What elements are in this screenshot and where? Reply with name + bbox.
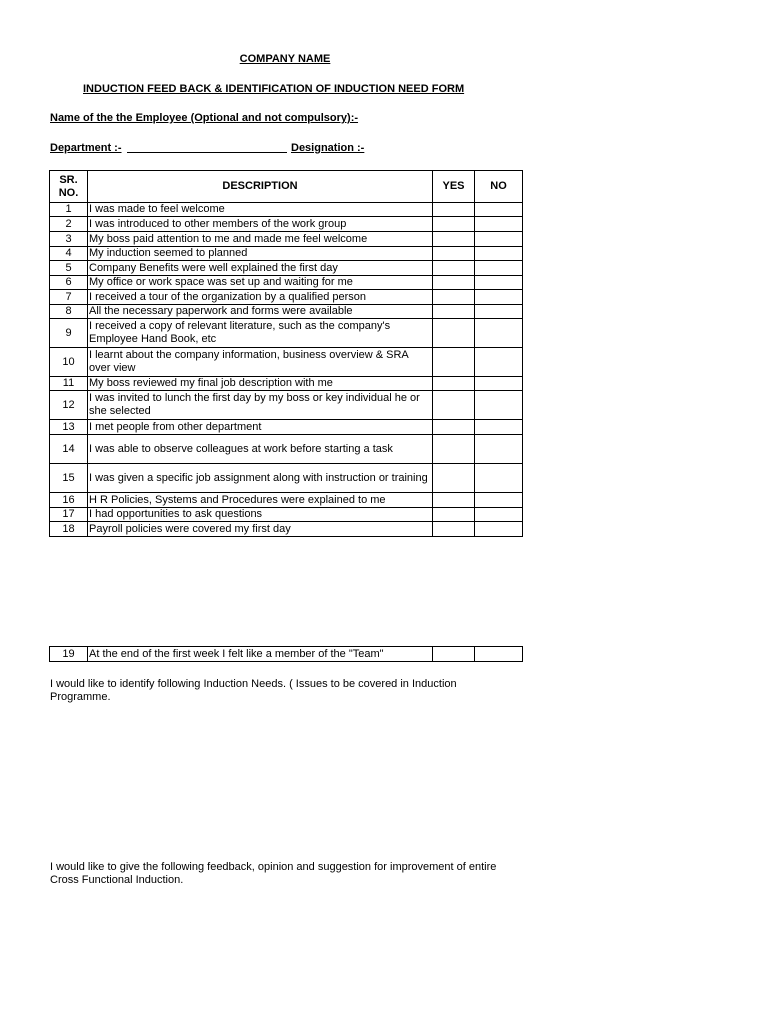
no-cell[interactable] <box>475 276 523 290</box>
row-description: I was given a specific job assignment along with instruction or training <box>88 464 433 493</box>
row-number: 4 <box>50 247 88 261</box>
row-description: At the end of the first week I felt like a member of the "Team" <box>88 647 433 662</box>
row-number: 2 <box>50 217 88 232</box>
yes-cell[interactable] <box>433 276 475 290</box>
yes-cell[interactable] <box>433 290 475 305</box>
table-row <box>50 348 523 377</box>
table-row <box>50 508 523 522</box>
col-header-sr-no: SR. NO. <box>50 171 88 203</box>
feedback-text: I would like to give the following feedback, opinion and suggestion for improvement of entire Cross Functional Induction. <box>50 861 497 886</box>
yes-cell[interactable] <box>433 647 475 662</box>
feedback-table <box>49 170 523 537</box>
yes-cell[interactable] <box>433 391 475 420</box>
no-cell[interactable] <box>475 319 523 348</box>
yes-cell[interactable] <box>433 247 475 261</box>
col-header-description: DESCRIPTION <box>88 171 433 203</box>
table-row <box>50 217 523 232</box>
no-cell[interactable] <box>475 493 523 508</box>
row-description: I was introduced to other members of the work group <box>88 217 433 232</box>
induction-needs-text: I would like to identify following Induction Needs. ( Issues to be covered in Induction Programme. <box>50 678 457 703</box>
no-cell[interactable] <box>475 290 523 305</box>
no-cell[interactable] <box>475 464 523 493</box>
no-cell[interactable] <box>475 420 523 435</box>
no-cell[interactable] <box>475 217 523 232</box>
department-label: Department :- <box>50 142 122 154</box>
row-number: 11 <box>50 377 88 391</box>
yes-cell[interactable] <box>433 435 475 464</box>
yes-cell[interactable] <box>433 261 475 276</box>
yes-cell[interactable] <box>433 348 475 377</box>
yes-cell[interactable] <box>433 522 475 537</box>
table-header-row <box>50 171 523 203</box>
table-row <box>50 276 523 290</box>
no-cell[interactable] <box>475 348 523 377</box>
row-number: 15 <box>50 464 88 493</box>
col-header-no: NO <box>475 171 523 203</box>
no-cell[interactable] <box>475 261 523 276</box>
yes-cell[interactable] <box>433 464 475 493</box>
row-description: My office or work space was set up and waiting for me <box>88 276 433 290</box>
table-row <box>50 391 523 420</box>
col-header-yes: YES <box>433 171 475 203</box>
table-row <box>50 377 523 391</box>
row-number: 18 <box>50 522 88 537</box>
row-number: 1 <box>50 203 88 217</box>
yes-cell[interactable] <box>433 377 475 391</box>
no-cell[interactable] <box>475 391 523 420</box>
team-feeling-table <box>49 646 523 662</box>
table-row <box>50 290 523 305</box>
no-cell[interactable] <box>475 435 523 464</box>
row-number: 14 <box>50 435 88 464</box>
no-cell[interactable] <box>475 203 523 217</box>
table-row <box>50 420 523 435</box>
no-cell[interactable] <box>475 377 523 391</box>
row-number: 17 <box>50 508 88 522</box>
row-description: Company Benefits were well explained the first day <box>88 261 433 276</box>
row-description: I had opportunities to ask questions <box>88 508 433 522</box>
form-title: INDUCTION FEED BACK & IDENTIFICATION OF INDUCTION NEED FORM <box>83 83 465 95</box>
no-cell[interactable] <box>475 508 523 522</box>
table-row <box>50 493 523 508</box>
company-name: COMPANY NAME <box>239 53 331 65</box>
row-description: My boss paid attention to me and made me feel welcome <box>88 232 433 247</box>
no-cell[interactable] <box>475 232 523 247</box>
row-number: 6 <box>50 276 88 290</box>
row-number: 12 <box>50 391 88 420</box>
row-number: 19 <box>50 647 88 662</box>
department-underline <box>127 152 287 153</box>
yes-cell[interactable] <box>433 493 475 508</box>
row-description: My boss reviewed my final job description with me <box>88 377 433 391</box>
yes-cell[interactable] <box>433 319 475 348</box>
row-description: I was able to observe colleagues at work before starting a task <box>88 435 433 464</box>
row-description: All the necessary paperwork and forms were available <box>88 305 433 319</box>
yes-cell[interactable] <box>433 217 475 232</box>
no-cell[interactable] <box>475 647 523 662</box>
yes-cell[interactable] <box>433 232 475 247</box>
row-description: I was invited to lunch the first day by my boss or key individual he or she selected <box>88 391 433 420</box>
table-row <box>50 435 523 464</box>
table-row <box>50 305 523 319</box>
row-number: 3 <box>50 232 88 247</box>
row-description: My induction seemed to planned <box>88 247 433 261</box>
no-cell[interactable] <box>475 247 523 261</box>
no-cell[interactable] <box>475 305 523 319</box>
table-row <box>50 464 523 493</box>
table-row <box>50 203 523 217</box>
row-description: I learnt about the company information, business overview & SRA over view <box>88 348 433 377</box>
row-number: 7 <box>50 290 88 305</box>
yes-cell[interactable] <box>433 420 475 435</box>
row-description: I was made to feel welcome <box>88 203 433 217</box>
row-description: I received a copy of relevant literature, such as the company's Employee Hand Book, etc <box>88 319 433 348</box>
table-row <box>50 522 523 537</box>
designation-label: Designation :- <box>291 142 365 154</box>
table-row <box>50 247 523 261</box>
row-description: H R Policies, Systems and Procedures were explained to me <box>88 493 433 508</box>
table-row <box>50 647 523 662</box>
row-description: Payroll policies were covered my first day <box>88 522 433 537</box>
row-number: 13 <box>50 420 88 435</box>
yes-cell[interactable] <box>433 508 475 522</box>
row-description: I met people from other department <box>88 420 433 435</box>
yes-cell[interactable] <box>433 305 475 319</box>
employee-name-label: Name of the the Employee (Optional and not compulsory):- <box>50 112 359 124</box>
no-cell[interactable] <box>475 522 523 537</box>
yes-cell[interactable] <box>433 203 475 217</box>
row-number: 5 <box>50 261 88 276</box>
table-row <box>50 319 523 348</box>
row-number: 16 <box>50 493 88 508</box>
row-description: I received a tour of the organization by a qualified person <box>88 290 433 305</box>
row-number: 10 <box>50 348 88 377</box>
row-number: 9 <box>50 319 88 348</box>
row-number: 8 <box>50 305 88 319</box>
table-row <box>50 261 523 276</box>
table-row <box>50 232 523 247</box>
